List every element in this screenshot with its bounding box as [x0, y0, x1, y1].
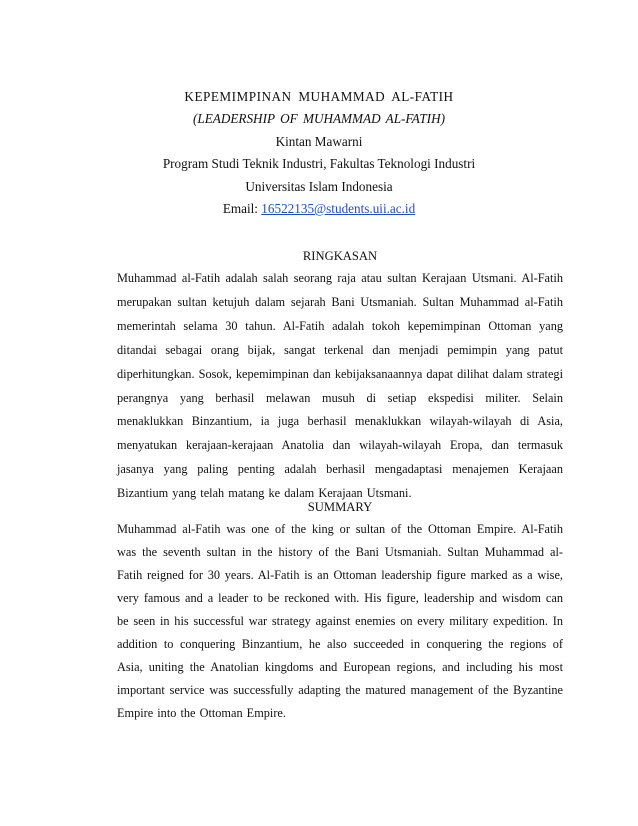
email-label: Email: — [222, 201, 262, 217]
email-line — [0, 198, 638, 220]
email-link[interactable]: 16522135@students.uii.ac.id — [261, 201, 416, 217]
ringkasan-section — [117, 247, 563, 506]
summary-heading: SUMMARY — [307, 500, 373, 514]
affiliation-university: Universitas Islam Indonesia — [245, 178, 393, 194]
affiliation-department: Program Studi Teknik Industri, Fakultas Teknologi Industri — [162, 156, 476, 172]
summary-body: Muhammad al-Fatih was one of the king or sultan of the Ottoman Empire. Al-Fatih was the seventh sultan in the history of the Bani Utsmaniah. Sultan Muhammad al-Fatih reigned for 30 years. Al-Fatih is an Ottoman leadership figure marked as a wise, very famous and a leader to be reckoned with. His figure, leadership and wisdom can be seen in his successful war strategy against enemies on every military expedition. In addition to conquering Binzantium, he also succeeded in conquering the regions of Asia, uniting the Anatolian kingdoms and European regions, and including his most important service was successfully adapting the matured management of the Byzantine Empire into the Ottoman Empire. — [117, 522, 563, 720]
paper-header — [0, 86, 638, 220]
summary-section — [117, 498, 563, 725]
ringkasan-body: Muhammad al-Fatih adalah salah seorang raja atau sultan Kerajaan Utsmani. Al-Fatih merupakan sultan ketujuh dalam sejarah Bani Utsmaniah. Sultan Muhammad al-Fatih memerintah selama 30 tahun. Al-Fatih adalah tokoh kepemimpinan Ottoman yang ditandai sebagai orang bijak, sangat terkenal dan menjadi pemimpin yang patut diperhitungkan. Sosok, kepemimpinan dan kebijaksanaannya dapat dilihat dalam strategi perangnya yang berhasil melawan musuh di setiap ekspedisi militer. Selain menaklukkan Binzantium, ia juga berhasil menaklukkan wilayah-wilayah di Asia, menyatukan kerajaan-kerajaan Anatolia dan wilayah-wilayah Eropa, dan termasuk jasanya yang paling penting adalah berhasil mengadaptasi menajemen Kerajaan Bizantium yang telah matang ke dalam Kerajaan Utsmani. — [117, 271, 563, 501]
paper-subtitle: (LEADERSHIP OF MUHAMMAD AL-FATIH) — [192, 111, 445, 127]
author-name: Kintan Mawarni — [275, 133, 363, 149]
paper-title: KEPEMIMPINAN MUHAMMAD AL-FATIH — [184, 89, 454, 104]
ringkasan-heading: RINGKASAN — [302, 249, 378, 263]
